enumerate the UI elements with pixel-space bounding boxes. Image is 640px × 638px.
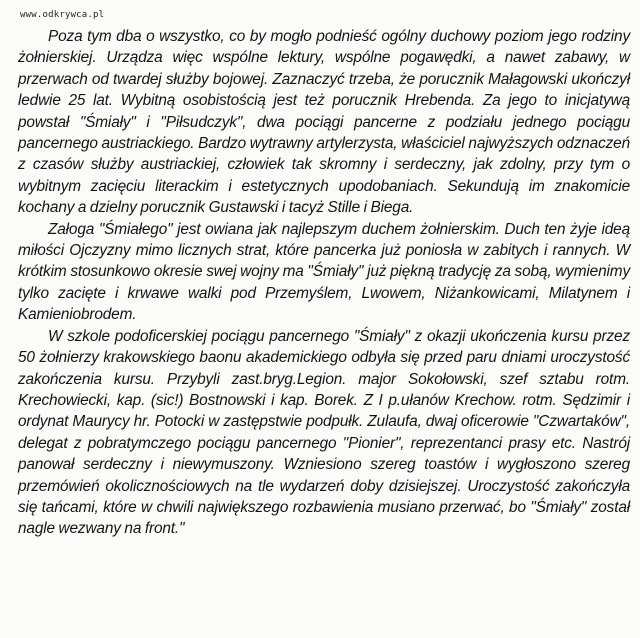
paragraph-1: Poza tym dba o wszystko, co by mogło podnieść ogólny duchowy poziom jego rodziny żołnierskiej. Urządza więc wspólne lektury, wspólne pogawędki, a nawet zabawy, w przerwach od twardej służby bojowej. Zaznaczyć trzeba, że porucznik Małagowski ukończył ledwie 25 lat. Wybitną osobistością jest też porucznik Hrebenda. Za jego to inicjatywą powstał "Śmiały" i "Piłsudczyk", dwa pociągi pancerne z podziału jednego pociągu pancernego austriackiego. Bardzo wytrawny artylerzysta, właściciel najwyższych odznaczeń z czasów służby austriackiej, człowiek tak skromny i serdeczny, jak zdolny, przy tym o wybitnym zacięciu literackim i estetycznych upodobaniach. Sekundują im znakomicie kochany a dzielny porucznik Gustawski i tacyż Stille i Biega. [18, 28, 630, 217]
paragraph-3: W szkole podoficerskiej pociągu pancernego "Śmiały" z okazji ukończenia kursu przez 50 żołnierzy krakowskiego baonu akademickiego odbyła się przed paru dniami uroczystość zakończenia kursu. Przybyli zast.bryg.Legion. major Sokołowski, szef sztabu rotm. Krechowiecki, kap. (sic!) Bostnowski i kap. Borek. Z I p.ułanów Krechow. rotm. Sędzimir i ordynat Maurycy hr. Potocki w zastępstwie podpułk. Zulaufa, dwaj oficerowie "Czwartaków", delegat z pobratymczego pociągu pancernego "Pionier", reprezentanci prasy etc. Nastrój panował serdeczny i niewymuszony. Wzniesiono szereg toastów i wygłoszono szereg przemówień okolicznościowych na tle wydarzeń doby dzisiejszej. Uroczystość zakończyła się tańcami, które w chwili największego rozbawienia musiano przerwać, bo "Śmiały" został nagle wezwany na front." [18, 327, 630, 538]
paragraph-2: Załoga "Śmiałego" jest owiana jak najlepszym duchem żołnierskim. Duch ten żyje ideą miłości Ojczyzny mimo licznych strat, które pancerka już poniosła w zabitych i rannych. W krótkim stosunkowo okresie swej wojny ma "Śmiały" już piękną tradycję za sobą, wymienimy tylko zacięte i krwawe walki pod Przemyślem, Lwowem, Niżankowicami, Milatynem i Kamieniobrodem. [18, 220, 630, 324]
watermark-url: www.odkrywca.pl [20, 10, 105, 20]
article-body [18, 26, 630, 540]
